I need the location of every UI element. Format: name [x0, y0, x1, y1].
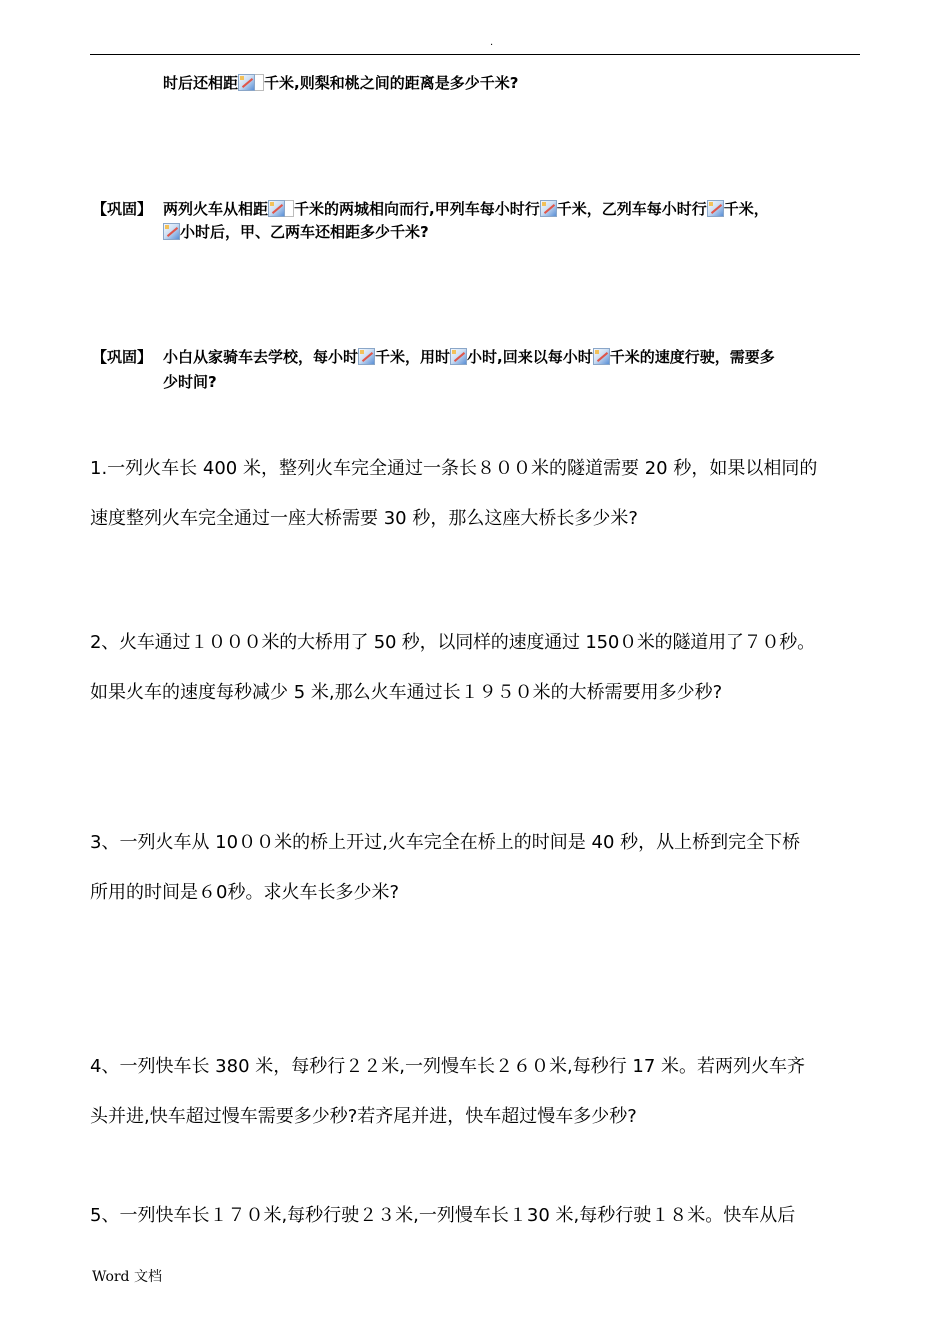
formula-image-icon	[268, 200, 285, 217]
question-3-line-1: 3、一列火车从 10００米的桥上开过,火车完全在桥上的时间是 40 秒，从上桥到完全下桥	[90, 832, 801, 853]
consolidate-tag: 【巩固】	[92, 200, 153, 218]
problem-text: 少时间?	[163, 373, 217, 391]
header-dot: .	[490, 37, 494, 48]
problem-text: 千米,则梨和桃之间的距离是多少千米?	[264, 74, 519, 92]
problem-text: 千米的两城相向而行,甲列车每小时行	[294, 200, 540, 218]
consolidate-line	[163, 371, 217, 393]
question-3-line-2: 所用的时间是６0秒。求火车长多少米?	[90, 882, 400, 903]
question-4-line-2: 头并进,快车超过慢车需要多少秒?若齐尾并进，快车超过慢车多少秒?	[90, 1106, 637, 1127]
formula-image-icon	[540, 200, 557, 217]
formula-image-icon	[450, 348, 467, 365]
image-placeholder	[284, 200, 294, 217]
problem-text: 小时,回来以每小时	[467, 348, 593, 366]
problem-text: 小白从家骑车去学校，每小时	[163, 348, 359, 366]
consolidate-tag: 【巩固】	[92, 348, 153, 366]
footer-label: Word 文档	[92, 1269, 162, 1285]
problem-text: 千米，	[723, 200, 769, 218]
formula-image-icon	[707, 200, 724, 217]
question-1-line-1: 1.一列火车长 400 米，整列火车完全通过一条长８００米的隧道需要 20 秒，如果以相同的	[90, 458, 818, 479]
problem-text: 时后还相距	[163, 74, 239, 92]
question-2-line-1: 2、火车通过１０００米的大桥用了 50 秒，以同样的速度通过 150０米的隧道用了７０秒。	[90, 632, 815, 653]
formula-image-icon	[238, 74, 255, 91]
problem-text: 千米的速度行驶，需要多	[609, 348, 775, 366]
question-2-line-2: 如果火车的速度每秒减少 5 米,那么火车通过长１９５０米的大桥需要用多少秒?	[90, 682, 723, 703]
question-5-line-1: 5、一列快车长１７０米,每秒行驶２３米,一列慢车长１30 米,每秒行驶１８米。快车从后	[90, 1205, 796, 1226]
problem-text: 两列火车从相距	[163, 200, 269, 218]
consolidate-line	[163, 198, 769, 220]
question-1-line-2: 速度整列火车完全通过一座大桥需要 30 秒，那么这座大桥长多少米?	[90, 508, 638, 529]
consolidate-line	[163, 346, 775, 368]
formula-image-icon	[358, 348, 375, 365]
problem-text: 小时后，甲、乙两车还相距多少千米?	[180, 223, 429, 241]
image-placeholder	[254, 74, 264, 91]
problem-text: 千米，乙列车每小时行	[556, 200, 707, 218]
problem-text: 千米，用时	[375, 348, 451, 366]
problem-continuation	[163, 72, 518, 94]
question-4-line-1: 4、一列快车长 380 米，每秒行２２米,一列慢车长２６０米,每秒行 17 米。若两列火车齐	[90, 1056, 806, 1077]
consolidate-line	[163, 221, 429, 243]
formula-image-icon	[593, 348, 610, 365]
formula-image-icon	[163, 223, 180, 240]
header-rule	[90, 54, 860, 55]
